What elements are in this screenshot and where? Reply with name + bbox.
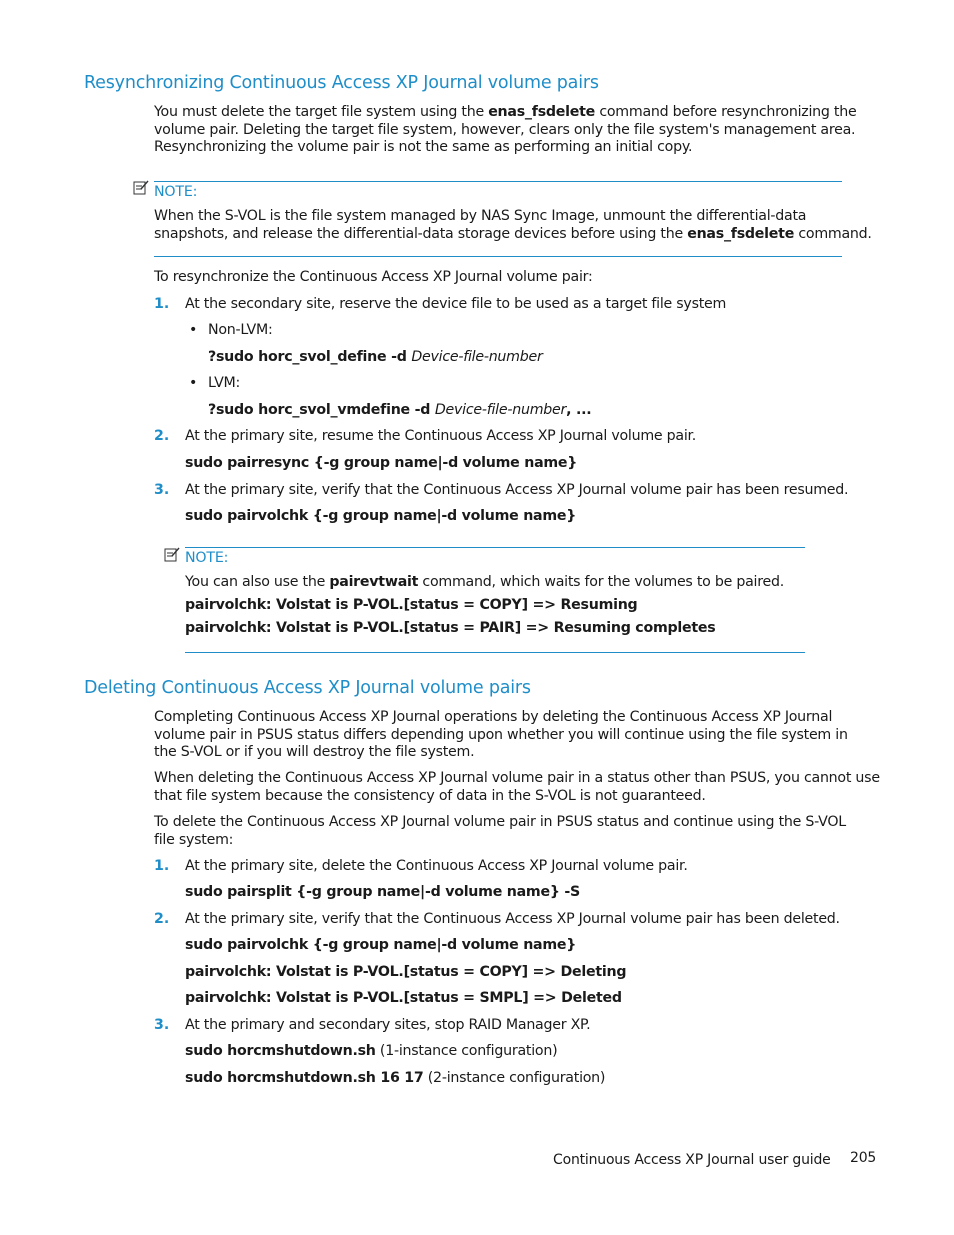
note-text-part: command, which waits for the volumes to be paired. — [418, 574, 784, 590]
note-text: When the S-VOL is the file system managed by NAS Sync Image, unmount the differential-data — [154, 208, 807, 224]
para-text: volume pair in PSUS status differs depending upon whether you will continue using the file system in — [154, 726, 848, 743]
step-text: At the primary site, verify that the Continuous Access XP Journal volume pair has been resumed. — [185, 482, 849, 498]
command-name: enas_fsdelete — [687, 225, 795, 242]
bullet-icon: • — [189, 375, 198, 391]
para-text: Completing Continuous Access XP Journal operations by deleting the Continuous Access XP Journal — [154, 709, 833, 725]
command-output: pairvolchk: Volstat is P-VOL.[status = COPY] => Deleting — [185, 964, 627, 980]
para-text: the S-VOL or if you will destroy the file system. — [154, 744, 475, 760]
note-icon — [164, 547, 180, 562]
step-text: At the primary and secondary sites, stop RAID Manager XP. — [185, 1017, 591, 1033]
note-rule-bottom — [154, 256, 842, 257]
note-body — [154, 208, 872, 243]
note-text — [185, 574, 784, 592]
step-number: 2. — [154, 911, 170, 927]
delete-para-3 — [154, 814, 846, 849]
para-text: that file system because the consistency of data in the S-VOL is not guaranteed. — [154, 787, 706, 804]
page-number: 205 — [850, 1150, 877, 1166]
command-line: sudo pairresync {-g group name|-d volume name} — [185, 455, 578, 471]
step-text: At the primary site, delete the Continuous Access XP Journal volume pair. — [185, 858, 688, 874]
step-number: 1. — [154, 296, 170, 312]
command-line: sudo pairvolchk {-g group name|-d volume name} — [185, 937, 577, 953]
step-number: 3. — [154, 482, 170, 498]
command-text: ?sudo horc_svol_vmdefine -d — [208, 402, 435, 418]
para-text: When deleting the Continuous Access XP Journal volume pair in a status other than PSUS, you cannot use — [154, 770, 880, 786]
command-name: pairevtwait — [329, 574, 419, 590]
para-text: file system: — [154, 831, 234, 848]
command-output: pairvolchk: Volstat is P-VOL.[status = COPY] => Resuming — [185, 597, 638, 613]
intro-text: command before resynchronizing the — [595, 104, 857, 120]
bullet-text: LVM: — [208, 375, 241, 391]
footer-guide-title: Continuous Access XP Journal user guide — [553, 1152, 831, 1168]
note-rule-top — [185, 547, 805, 548]
command-note: (2-instance configuration) — [423, 1070, 606, 1086]
command-arg: Device-file-number — [411, 349, 543, 365]
intro-text: You must delete the target file system using the — [154, 104, 489, 120]
step-number: 3. — [154, 1017, 170, 1033]
note-label: NOTE: — [185, 550, 229, 566]
step-number: 1. — [154, 858, 170, 874]
command-note: (1-instance configuration) — [375, 1043, 558, 1059]
command-line — [208, 349, 543, 367]
bullet-icon: • — [189, 322, 198, 338]
note-rule-bottom — [185, 652, 805, 653]
command-output: pairvolchk: Volstat is P-VOL.[status = PAIR] => Resuming completes — [185, 620, 716, 636]
note-text: command. — [794, 225, 872, 242]
para-text: To delete the Continuous Access XP Journal volume pair in PSUS status and continue using the S-VOL — [154, 814, 846, 830]
command-text: ?sudo horc_svol_define -d — [208, 349, 412, 365]
intro-text: Resynchronizing the volume pair is not the same as performing an initial copy. — [154, 139, 693, 155]
command-arg: Device-file-number — [434, 402, 567, 418]
note-icon — [133, 180, 149, 195]
command-name: enas_fsdelete — [488, 104, 596, 120]
command-text: sudo horcmshutdown.sh — [185, 1043, 376, 1059]
command-line — [185, 1070, 605, 1088]
resync-intro — [154, 104, 856, 157]
note-label: NOTE: — [154, 184, 198, 200]
step-text: At the secondary site, reserve the device file to be used as a target file system — [185, 296, 727, 312]
command-line — [208, 402, 591, 420]
note-text-part: You can also use the — [185, 574, 330, 590]
command-line: sudo pairsplit {-g group name|-d volume name} -S — [185, 884, 580, 900]
delete-para-1 — [154, 709, 848, 762]
note-rule-top — [154, 181, 842, 182]
intro-text: volume pair. Deleting the target file system, however, clears only the file system's management area. — [154, 121, 856, 138]
procedure-lead: To resynchronize the Continuous Access XP Journal volume pair: — [154, 269, 593, 285]
delete-para-2 — [154, 770, 880, 805]
step-text: At the primary site, resume the Continuous Access XP Journal volume pair. — [185, 428, 697, 444]
step-text: At the primary site, verify that the Continuous Access XP Journal volume pair has been deleted. — [185, 911, 840, 927]
note-text: snapshots, and release the differential-data storage devices before using the — [154, 225, 688, 242]
section-heading-delete: Deleting Continuous Access XP Journal volume pairs — [84, 678, 531, 698]
command-text: sudo horcmshutdown.sh 16 17 — [185, 1070, 424, 1086]
command-output: pairvolchk: Volstat is P-VOL.[status = SMPL] => Deleted — [185, 990, 622, 1006]
bullet-text: Non-LVM: — [208, 322, 273, 338]
section-heading-resync: Resynchronizing Continuous Access XP Journal volume pairs — [84, 73, 599, 93]
step-number: 2. — [154, 428, 170, 444]
command-line: sudo pairvolchk {-g group name|-d volume name} — [185, 508, 577, 524]
command-text: , ... — [566, 402, 592, 418]
command-line — [185, 1043, 557, 1061]
